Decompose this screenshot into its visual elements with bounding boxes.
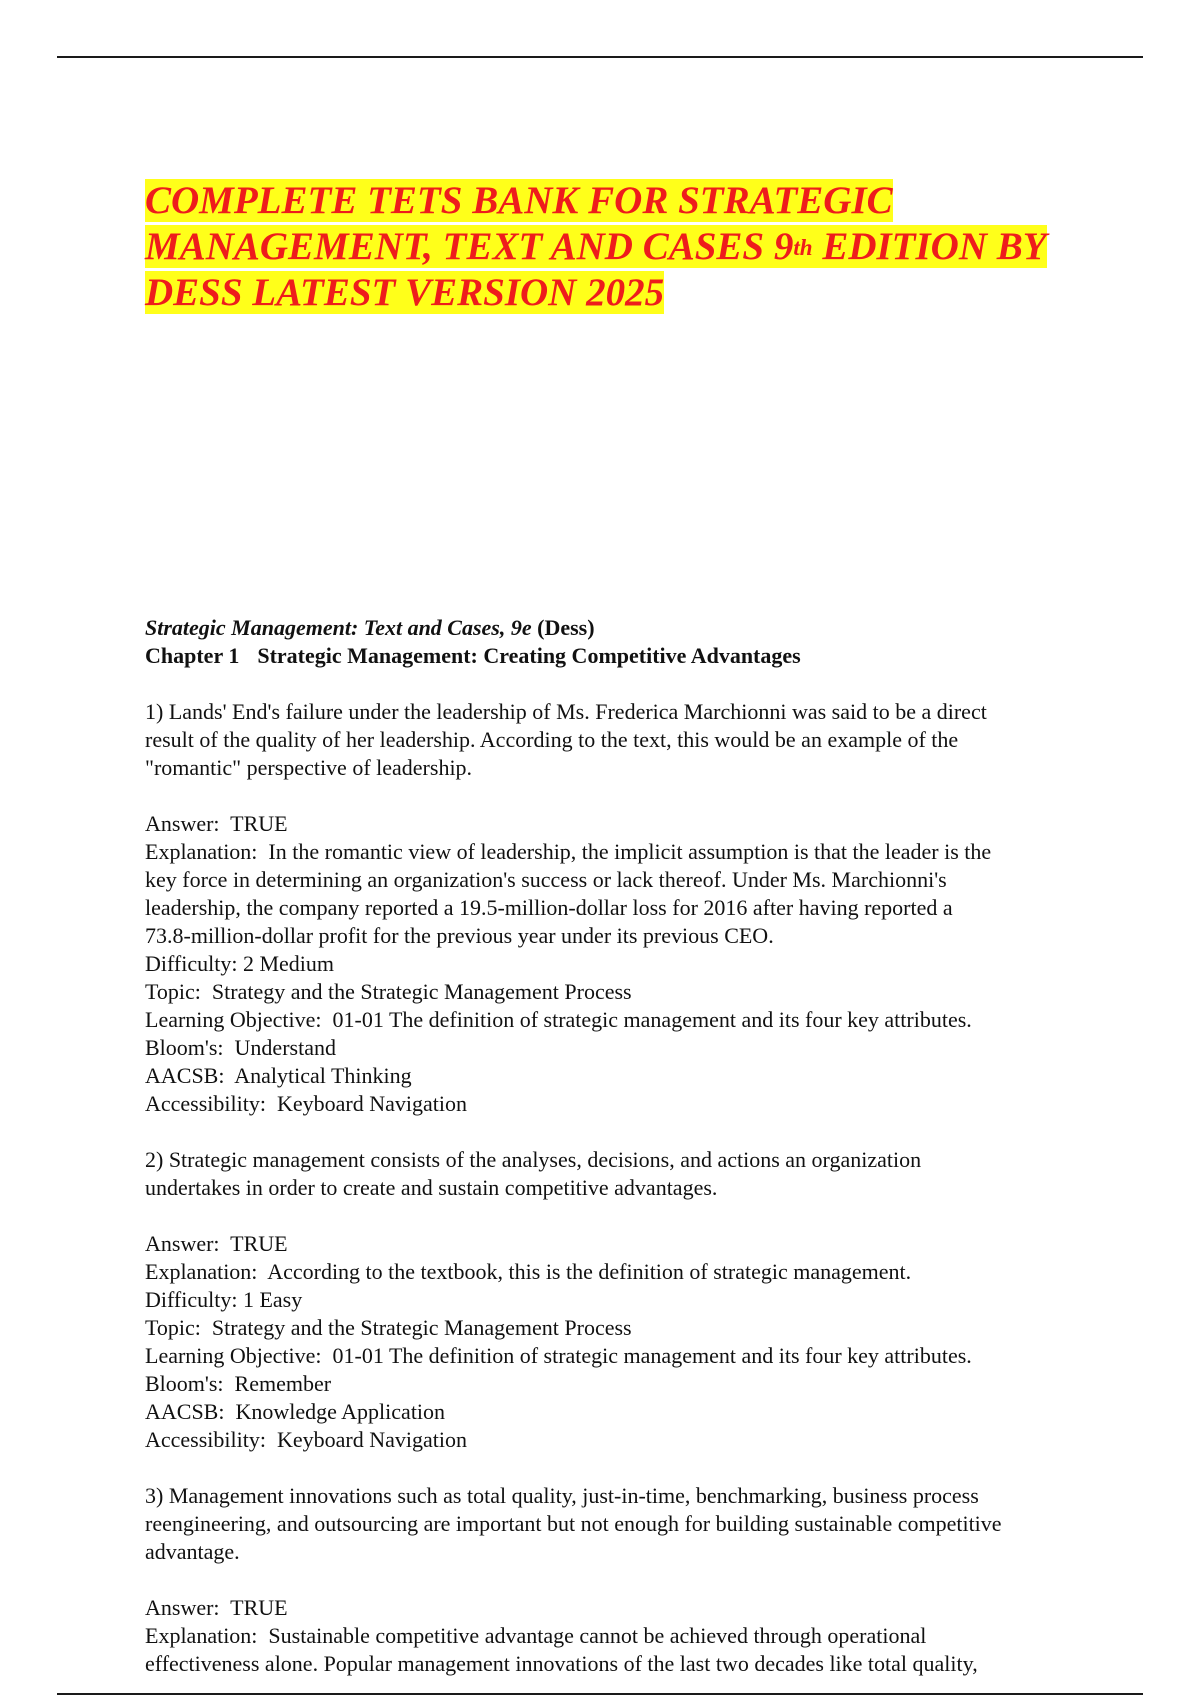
book-title: Strategic Management: Text and Cases, 9e <box>145 615 532 640</box>
aacsb: AACSB: Analytical Thinking <box>145 1063 412 1088</box>
title-line-1: COMPLETE TETS BANK FOR STRATEGIC <box>145 179 893 222</box>
learning-objective: Learning Objective: 01-01 The definition of strategic management and its four key attributes. <box>145 1343 972 1368</box>
chapter-header <box>145 642 1145 670</box>
explanation-line: effectiveness alone. Popular management innovations of the last two decades like total quality, <box>145 1651 978 1676</box>
explanation-line: Explanation: Sustainable competitive advantage cannot be achieved through operational <box>145 1623 927 1648</box>
book-author: (Dess) <box>537 615 595 640</box>
explanation-line: Explanation: In the romantic view of leadership, the implicit assumption is that the leader is the <box>145 839 992 864</box>
accessibility: Accessibility: Keyboard Navigation <box>145 1091 467 1116</box>
title-line-2: MANAGEMENT, TEXT AND CASES 9th EDITION BY <box>145 225 1047 268</box>
book-header <box>145 614 1145 642</box>
explanation-line: key force in determining an organization's success or lack thereof. Under Ms. Marchionni's <box>145 867 947 892</box>
question-text-line: result of the quality of her leadership. According to the text, this would be an example of the <box>145 727 959 752</box>
question-text-line: "romantic" perspective of leadership. <box>145 755 473 780</box>
explanation-line: Explanation: According to the textbook, this is the definition of strategic management. <box>145 1259 912 1284</box>
answer-block-3 <box>145 1594 1145 1678</box>
question-3 <box>145 1482 1145 1566</box>
question-1 <box>145 698 1145 782</box>
learning-objective: Learning Objective: 01-01 The definition of strategic management and its four key attributes. <box>145 1007 972 1032</box>
topic: Topic: Strategy and the Strategic Management Process <box>145 1315 632 1340</box>
question-text-line: 2) Strategic management consists of the analyses, decisions, and actions an organization <box>145 1147 922 1172</box>
blooms: Bloom's: Understand <box>145 1035 336 1060</box>
question-text-line: 3) Management innovations such as total quality, just-in-time, benchmarking, business process <box>145 1483 979 1508</box>
title-superscript: th <box>793 235 813 260</box>
chapter-label: Chapter 1 <box>145 643 240 668</box>
answer: Answer: TRUE <box>145 811 288 836</box>
answer-block-2 <box>145 1230 1145 1454</box>
title-line-3: DESS LATEST VERSION 2025 <box>145 271 665 314</box>
question-2 <box>145 1146 1145 1202</box>
blooms: Bloom's: Remember <box>145 1371 332 1396</box>
question-text-line: 1) Lands' End's failure under the leadership of Ms. Frederica Marchionni was said to be a direct <box>145 699 987 724</box>
document-title <box>145 178 1145 316</box>
top-rule <box>57 56 1143 58</box>
topic: Topic: Strategy and the Strategic Management Process <box>145 979 632 1004</box>
difficulty: Difficulty: 1 Easy <box>145 1287 303 1312</box>
answer-block-1 <box>145 810 1145 1118</box>
question-text-line: advantage. <box>145 1539 240 1564</box>
bottom-rule <box>57 1693 1143 1695</box>
question-text-line: reengineering, and outsourcing are important but not enough for building sustainable competitive <box>145 1511 1002 1536</box>
explanation-line: leadership, the company reported a 19.5-million-dollar loss for 2016 after having reported a <box>145 895 953 920</box>
document-body <box>145 614 1145 1678</box>
answer: Answer: TRUE <box>145 1595 288 1620</box>
aacsb: AACSB: Knowledge Application <box>145 1399 446 1424</box>
difficulty: Difficulty: 2 Medium <box>145 951 335 976</box>
answer: Answer: TRUE <box>145 1231 288 1256</box>
chapter-title: Strategic Management: Creating Competitive Advantages <box>257 643 801 668</box>
question-text-line: undertakes in order to create and sustain competitive advantages. <box>145 1175 718 1200</box>
accessibility: Accessibility: Keyboard Navigation <box>145 1427 467 1452</box>
explanation-line: 73.8-million-dollar profit for the previous year under its previous CEO. <box>145 923 774 948</box>
